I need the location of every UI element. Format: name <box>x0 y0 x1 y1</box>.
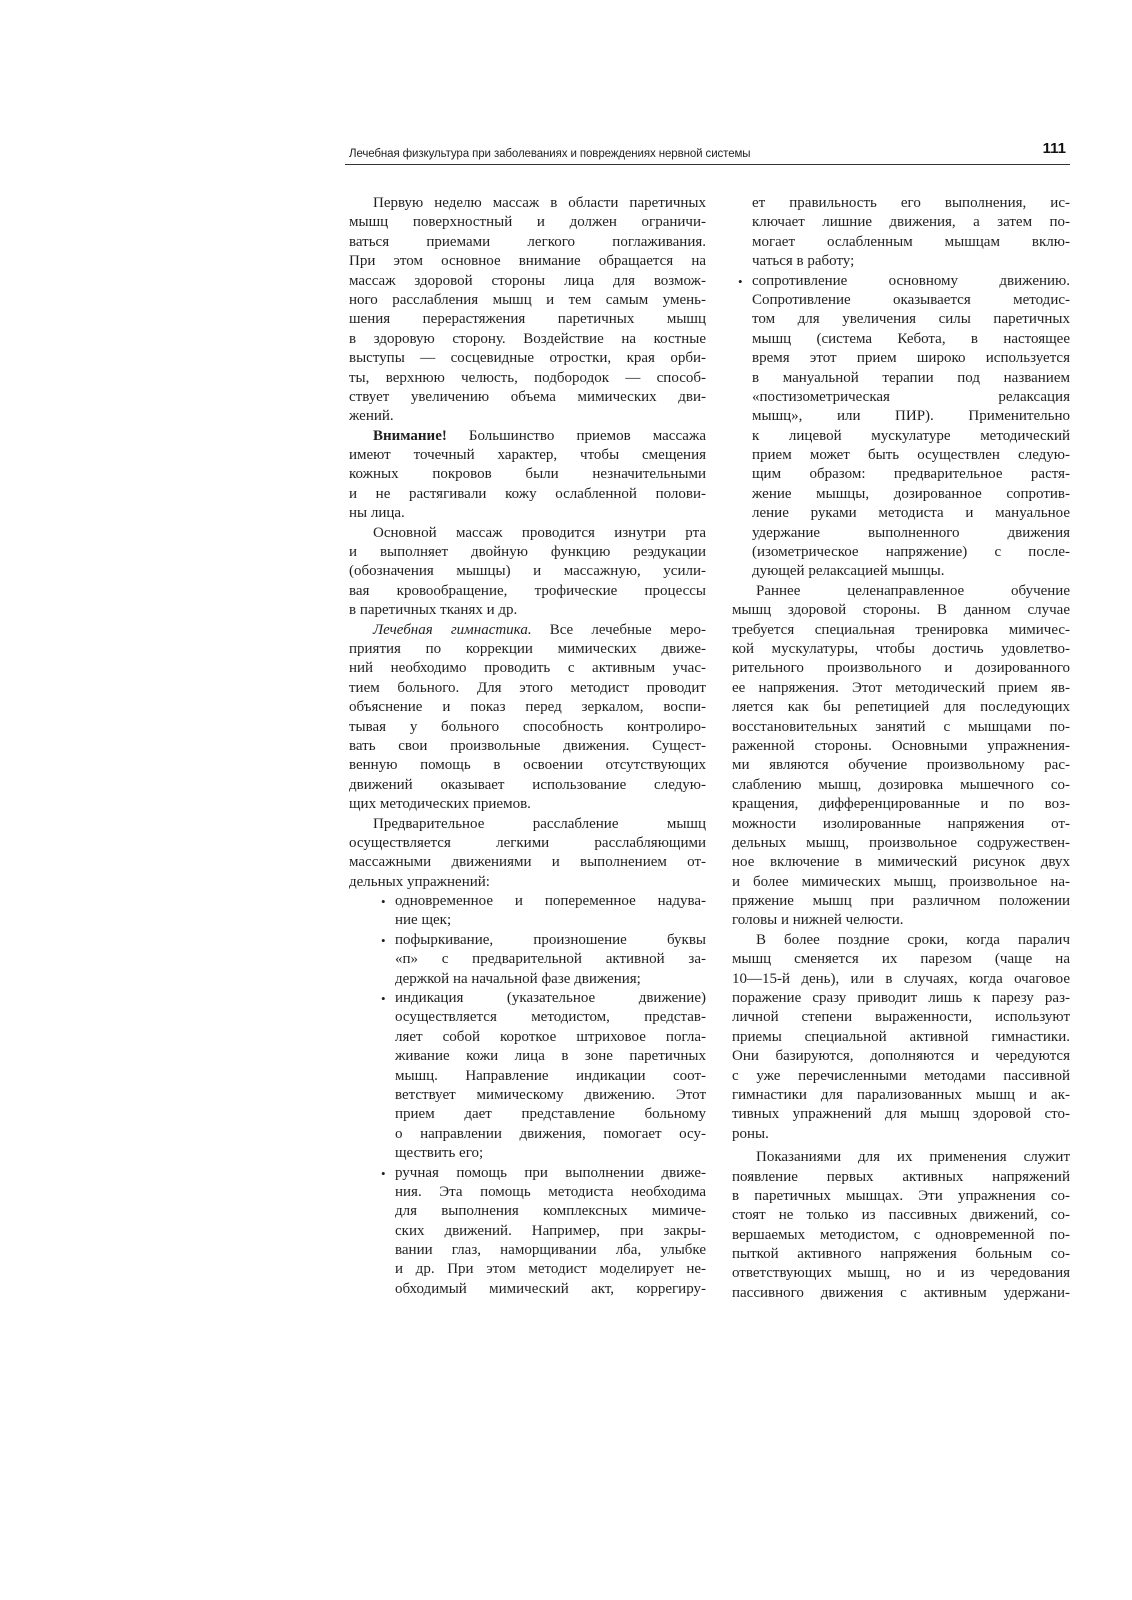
text-line <box>732 233 1070 252</box>
line-text: индикация (указательное движение) <box>395 990 706 1007</box>
text-line <box>732 698 1070 717</box>
text-line <box>349 562 706 581</box>
running-title: Лечебная физкультура при заболеваниях и повреждениях нервной системы <box>349 148 751 160</box>
attention-text: Большинство приемов массажа <box>446 427 706 444</box>
text-line <box>732 1086 1070 1105</box>
text-line <box>349 349 706 368</box>
text-line <box>732 737 1070 756</box>
paragraph-attention <box>349 427 706 524</box>
line-text: ет правильность его выполнения, ис- <box>752 195 1070 211</box>
line-text: кращения, дифференцированные и по воз- <box>732 796 1070 813</box>
text-line <box>732 970 1070 989</box>
text-line <box>732 465 1070 484</box>
attention-label: Внимание! <box>373 427 447 444</box>
gymnastics-label: Лечебная гимнастика. <box>373 621 532 638</box>
line-text: приемы специальной активной гимнастики. <box>732 1028 1070 1045</box>
line-text: прием может быть осуществлен следую- <box>752 447 1070 464</box>
text-line <box>349 330 706 349</box>
text-line <box>732 892 1070 911</box>
text-line <box>732 388 1070 407</box>
text-line <box>732 524 1070 543</box>
line-text: роны. <box>732 1125 769 1142</box>
line-text: венную помощь в освоении отсутствующих <box>349 757 706 774</box>
line-text: Сопротивление оказывается методис- <box>752 291 1070 308</box>
line-text: стоят не только из пассивных движений, со- <box>732 1207 1070 1224</box>
line-text: тивных упражнений для мышц здоровой сто- <box>732 1106 1070 1123</box>
text-line <box>349 1144 706 1163</box>
line-text: кожных покровов были незначительными <box>349 466 706 483</box>
text-line <box>732 718 1070 737</box>
list-item <box>349 989 706 1164</box>
paragraph-therapeutic-gymnastics <box>349 621 706 815</box>
text-line <box>732 795 1070 814</box>
page-number: 111 <box>1042 140 1066 157</box>
line-text: с уже перечисленными методами пассивной <box>732 1067 1070 1084</box>
text-line <box>732 1245 1070 1264</box>
line-text: ее напряжения. Этот методический прием яв- <box>732 679 1070 696</box>
text-line <box>732 931 1070 950</box>
line-text: удержание выполненного движения <box>752 524 1070 541</box>
line-text: ми являются обучение произвольному рас- <box>732 757 1070 774</box>
text-line <box>732 369 1070 388</box>
line-text: ния. Эта помощь методиста необходима <box>395 1183 706 1200</box>
list-item <box>349 1164 706 1300</box>
text-line <box>349 1183 706 1202</box>
list-item <box>732 272 1070 582</box>
line-text: мышц. Направление индикации соот- <box>395 1067 706 1084</box>
text-line <box>349 291 706 310</box>
line-text: (обозначения мышцы) и массажную, усили- <box>349 563 706 580</box>
line-text: ских движений. Например, при закры- <box>395 1222 706 1239</box>
line-text: ручная помощь при выполнении движе- <box>395 1164 706 1181</box>
line-text: обходимый мимический акт, коррегиру- <box>395 1280 706 1297</box>
line-text: ществить его; <box>395 1145 484 1162</box>
line-text: прием дает представление больному <box>395 1106 706 1123</box>
line-text: приятия по коррекции мимических движе- <box>349 640 706 657</box>
line-text: требуется специальная тренировка мимичес- <box>732 621 1070 638</box>
running-header <box>345 138 1070 165</box>
text-line <box>349 931 706 950</box>
text-line <box>732 252 1070 271</box>
line-text: объяснение и показ перед зеркалом, воспи- <box>349 699 706 716</box>
text-line <box>349 407 706 426</box>
text-line <box>349 388 706 407</box>
text-line <box>732 1168 1070 1187</box>
paragraph-massage-first-week <box>349 194 706 427</box>
line-text: ние щек; <box>395 912 452 929</box>
line-text: Предварительное расслабление мышц <box>373 815 706 832</box>
line-text: дующей релаксацией мышцы. <box>752 563 945 580</box>
text-line <box>732 1187 1070 1206</box>
gymnastics-text: Все лечебные меро- <box>531 621 706 638</box>
line-text: ное включение в мимический рисунок двух <box>732 854 1070 871</box>
text-line <box>732 194 1070 213</box>
paragraph-line <box>349 427 706 446</box>
line-text: Показаниями для их применения служит <box>756 1149 1070 1166</box>
text-line <box>732 1028 1070 1047</box>
text-line <box>349 1047 706 1066</box>
text-line <box>732 1125 1070 1144</box>
line-text: пыткой активного напряжения больным со- <box>732 1246 1070 1263</box>
paragraph-preliminary-relaxation <box>349 815 706 893</box>
line-text: можности изолированные напряжения от- <box>732 815 1070 832</box>
text-line <box>349 252 706 271</box>
line-text: мышц (система Кебота, в настоящее <box>752 330 1070 347</box>
text-line <box>732 1284 1070 1303</box>
text-line <box>732 911 1070 930</box>
line-text: ление руками методиста и мануальное <box>752 505 1070 522</box>
paragraph-early-training <box>732 582 1070 931</box>
line-text: ключает лишние движения, а затем по- <box>752 214 1070 231</box>
right-column <box>732 194 1070 1303</box>
text-line <box>349 776 706 795</box>
text-line <box>349 950 706 969</box>
exercise-list-continued <box>732 272 1070 582</box>
text-line <box>349 911 706 930</box>
line-text: 10—15-й день), или в случаях, когда очаговое <box>732 970 1070 987</box>
text-line <box>732 543 1070 562</box>
text-line <box>349 815 706 834</box>
line-text: о направлении движения, помогает осу- <box>395 1125 706 1142</box>
line-text: одновременное и попеременное надува- <box>395 893 706 910</box>
text-line <box>349 213 706 232</box>
line-text: время этот прием широко используется <box>752 350 1070 367</box>
text-line <box>732 853 1070 872</box>
text-line <box>349 873 706 892</box>
line-text: осуществляется методистом, представ- <box>395 1009 706 1026</box>
line-text: личной степени выраженности, используют <box>732 1009 1070 1026</box>
paragraph-line <box>349 621 706 640</box>
bullet-marker: • <box>381 894 386 910</box>
text-line <box>349 892 706 911</box>
line-text: дельных упражнений: <box>349 873 490 890</box>
text-line <box>349 756 706 775</box>
line-text: гимнастики для парализованных мышц и ак- <box>732 1086 1070 1103</box>
text-line <box>732 815 1070 834</box>
text-line <box>732 950 1070 969</box>
text-line <box>349 1241 706 1260</box>
paragraph-main-massage <box>349 524 706 621</box>
text-line <box>732 582 1070 601</box>
paragraph-later-stages <box>732 931 1070 1144</box>
line-text: ствует увеличению объема мимических дви- <box>349 388 706 405</box>
line-text: мышц поверхностный и должен ограничи- <box>349 214 706 231</box>
line-text: кой мускулатуры, чтобы достичь удовлетво- <box>732 640 1070 657</box>
line-text: к лицевой мускулатуре методический <box>752 427 1070 444</box>
line-text: ляется как бы репетицией для последующих <box>732 699 1070 716</box>
text-line <box>349 465 706 484</box>
line-text: Они базируются, дополняются и чередуются <box>732 1048 1070 1065</box>
exercise-list <box>349 892 706 1299</box>
text-line <box>732 504 1070 523</box>
line-text: выступы — сосцевидные отростки, края орби- <box>349 350 706 367</box>
line-text: При этом основное внимание обращается на <box>349 253 706 270</box>
text-line <box>732 1206 1070 1225</box>
line-text: мышц здоровой стороны. В данном случае <box>732 602 1070 619</box>
text-line <box>732 989 1070 1008</box>
text-line <box>732 1148 1070 1167</box>
text-line <box>349 1222 706 1241</box>
text-line <box>349 369 706 388</box>
text-line <box>349 853 706 872</box>
text-line <box>349 659 706 678</box>
line-text: и др. При этом методист моделирует не- <box>395 1261 706 1278</box>
text-line <box>349 679 706 698</box>
line-text: имеют точечный характер, чтобы смещения <box>349 447 706 464</box>
line-text: вая кровообращение, трофические процессы <box>349 582 706 599</box>
line-text: для выполнения комплексных мимиче- <box>395 1203 706 1220</box>
line-text: ляет собой короткое штриховое погла- <box>395 1028 706 1045</box>
text-line <box>349 1008 706 1027</box>
line-text: щих методических приемов. <box>349 796 531 813</box>
text-line <box>349 524 706 543</box>
paragraph-indications <box>732 1148 1070 1303</box>
text-line <box>349 1125 706 1144</box>
line-text: ваться приемами легкого поглаживания. <box>349 233 706 250</box>
line-text: держкой на начальной фазе движения; <box>395 970 641 987</box>
line-text: мышц», или ПИР). Применительно <box>752 408 1070 425</box>
line-text: восстановительных занятий с мышцами по- <box>732 718 1070 735</box>
text-line <box>349 1067 706 1086</box>
line-text: ответствующих мышц, но и из чередования <box>732 1265 1070 1282</box>
text-line <box>349 194 706 213</box>
text-line <box>349 718 706 737</box>
line-text: ветствует мимическому движению. Этот <box>395 1086 706 1103</box>
line-text: появление первых активных напряжений <box>732 1168 1070 1185</box>
text-line <box>732 640 1070 659</box>
text-line <box>732 291 1070 310</box>
text-line <box>732 601 1070 620</box>
text-line <box>349 1086 706 1105</box>
bullet-marker: • <box>381 1165 386 1181</box>
line-text: «постизометрическая релаксация <box>752 388 1070 405</box>
line-text: мышц сменяется их парезом (чаще на <box>732 951 1070 968</box>
text-line <box>732 621 1070 640</box>
line-text: пассивного движения с активным удержани- <box>732 1284 1070 1301</box>
text-line <box>349 737 706 756</box>
line-text: в паретичных мышцах. Эти упражнения со- <box>732 1187 1070 1204</box>
attention-body <box>349 446 706 524</box>
line-text: в здоровую сторону. Воздействие на костные <box>349 330 706 347</box>
line-text: том для увеличения силы паретичных <box>752 311 1070 328</box>
left-column <box>349 194 706 1299</box>
text-line <box>732 756 1070 775</box>
line-text: рительного произвольного и дозированного <box>732 660 1070 677</box>
line-text: (изометрическое напряжение) с после- <box>752 544 1070 561</box>
line-text: и выполняет двойную функцию реэдукации <box>349 544 706 561</box>
line-text: Раннее целенаправленное обучение <box>756 582 1070 599</box>
text-line <box>732 1105 1070 1124</box>
text-line <box>349 233 706 252</box>
text-line <box>349 310 706 329</box>
text-line <box>349 601 706 620</box>
bullet-marker: • <box>381 932 386 948</box>
line-text: В более поздние сроки, когда паралич <box>756 931 1070 948</box>
line-text: могает ослабленным мышцам вклю- <box>752 233 1070 250</box>
line-text: Первую неделю массаж в области паретичных <box>373 195 706 211</box>
text-line <box>349 1164 706 1183</box>
text-line <box>349 504 706 523</box>
text-line <box>349 698 706 717</box>
text-line <box>732 485 1070 504</box>
text-line <box>349 543 706 562</box>
line-text: вании глаз, наморщивании лба, улыбке <box>395 1242 706 1259</box>
text-line <box>732 562 1070 581</box>
line-text: вершаемых методистом, с одновременной по- <box>732 1226 1070 1243</box>
line-text: Основной массаж проводится изнутри рта <box>373 524 706 541</box>
line-text: шения перерастяжения паретичных мышц <box>349 311 706 328</box>
text-line <box>732 272 1070 291</box>
line-text: и более мимических мышц, произвольное на- <box>732 873 1070 890</box>
text-line <box>732 330 1070 349</box>
text-line <box>732 679 1070 698</box>
text-line <box>349 485 706 504</box>
line-text: живание кожи лица в зоне паретичных <box>395 1048 706 1065</box>
gymnastics-body <box>349 640 706 815</box>
list-item <box>349 892 706 931</box>
line-text: ного расслабления мышц и тем самым умень- <box>349 291 706 308</box>
line-text: в мануальной терапии под названием <box>752 369 1070 386</box>
line-text: ты, верхнюю челюсть, подбородок — способ- <box>349 369 706 386</box>
text-line <box>349 640 706 659</box>
text-line <box>349 582 706 601</box>
text-line <box>732 310 1070 329</box>
line-text: поражение сразу приводит лишь к парезу раз- <box>732 990 1070 1007</box>
text-line <box>732 446 1070 465</box>
line-text: дельных мышц, произвольное содружествен- <box>732 834 1070 851</box>
text-line <box>349 989 706 1008</box>
line-text: ны лица. <box>349 505 405 522</box>
line-text: сопротивление основному движению. <box>752 272 1070 289</box>
line-text: массажными движениями и выполнением от- <box>349 854 706 871</box>
bullet-marker: • <box>381 991 386 1007</box>
text-line <box>732 349 1070 368</box>
line-text: вать свои произвольные движения. Сущест- <box>349 737 706 754</box>
text-line <box>349 795 706 814</box>
line-text: массаж здоровой стороны лица для возмож- <box>349 272 706 289</box>
text-line <box>732 776 1070 795</box>
text-line <box>732 873 1070 892</box>
text-line <box>349 1202 706 1221</box>
text-line <box>349 272 706 291</box>
line-text: щим образом: предварительное растя- <box>752 466 1070 483</box>
line-text: жение мышцы, дозированное сопротив- <box>752 485 1070 502</box>
text-line <box>732 1067 1070 1086</box>
line-text: движений оказывает использование следую- <box>349 776 706 793</box>
line-text: слаблению мышц, дозировка мышечного со- <box>732 776 1070 793</box>
text-line <box>349 1028 706 1047</box>
line-text: чаться в работу; <box>752 253 855 270</box>
line-text: ний необходимо проводить с активным учас- <box>349 660 706 677</box>
text-line <box>732 1264 1070 1283</box>
text-line <box>732 1008 1070 1027</box>
list-item <box>349 931 706 989</box>
line-text: в паретичных тканях и др. <box>349 602 518 619</box>
text-line <box>732 1047 1070 1066</box>
line-text: пофыркивание, произношение буквы <box>395 931 706 948</box>
text-line <box>349 970 706 989</box>
line-text: головы и нижней челюсти. <box>732 912 904 929</box>
bullet-marker: • <box>738 273 743 289</box>
list-item-continuation <box>732 194 1070 272</box>
line-text: «п» с предварительной активной за- <box>395 951 706 968</box>
text-line <box>349 446 706 465</box>
line-text: и не растягивали кожу ослабленной полови- <box>349 485 706 502</box>
line-text: тием больного. Для этого методист проводит <box>349 679 706 696</box>
text-line <box>732 213 1070 232</box>
text-line <box>349 1280 706 1299</box>
line-text: пряжение мышц при различном положении <box>732 893 1070 910</box>
text-line <box>732 407 1070 426</box>
line-text: жений. <box>349 408 394 425</box>
text-line <box>349 1105 706 1124</box>
text-line <box>349 1260 706 1279</box>
text-line <box>732 659 1070 678</box>
text-line <box>732 1226 1070 1245</box>
text-line <box>349 834 706 853</box>
text-line <box>732 427 1070 446</box>
line-text: осуществляется легкими расслабляющими <box>349 834 706 851</box>
text-line <box>732 834 1070 853</box>
line-text: тывая у больного способность контролиро- <box>349 718 706 735</box>
line-text: раженной стороны. Основными упражнения- <box>732 737 1070 754</box>
